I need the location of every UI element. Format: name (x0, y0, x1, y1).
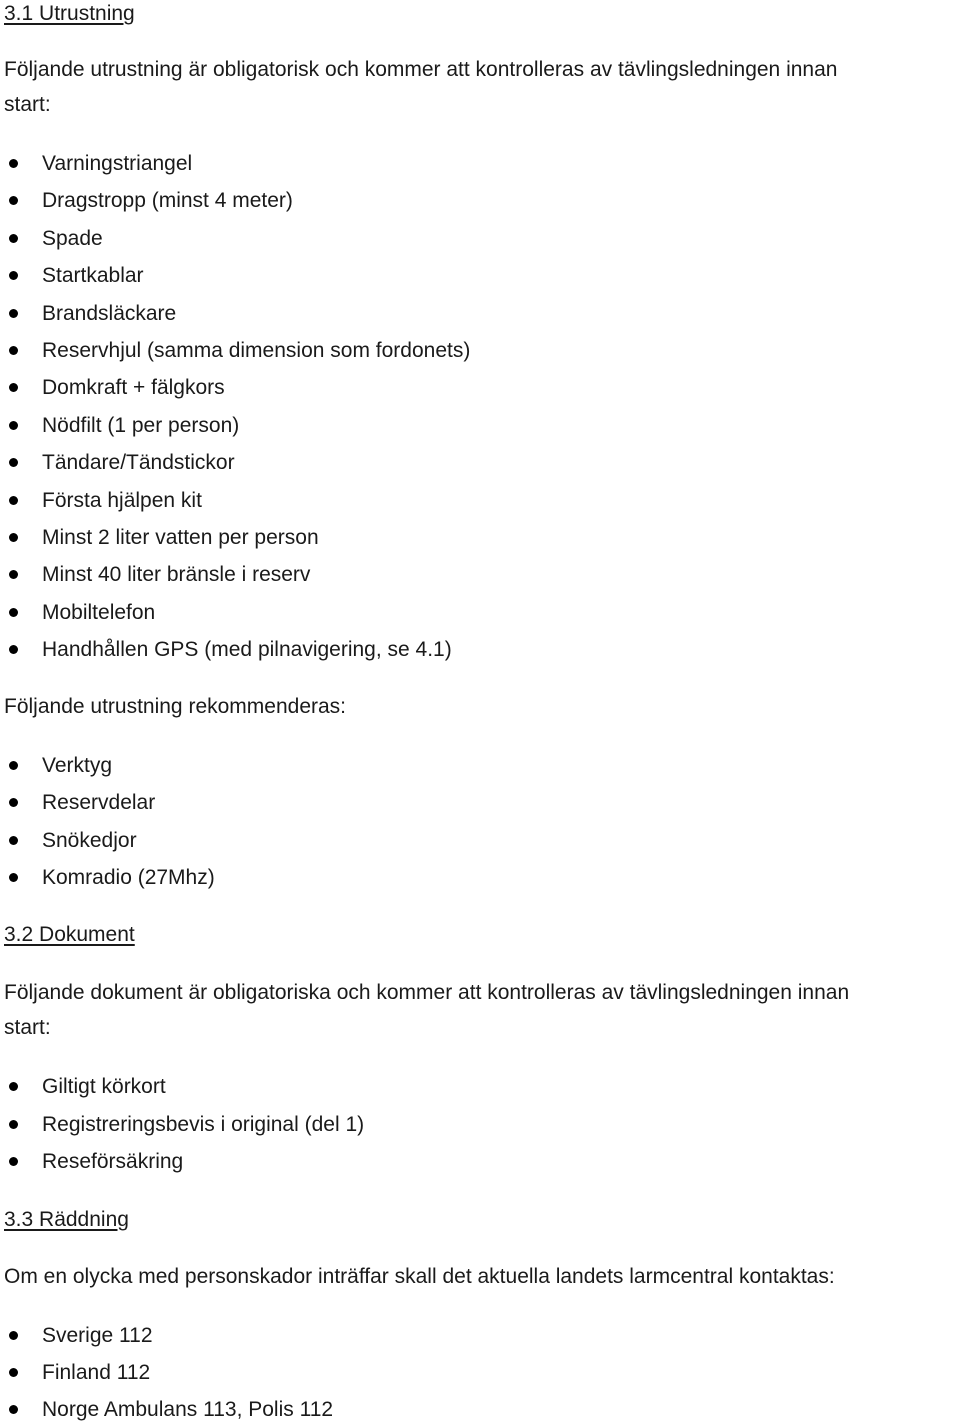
list-item-text: Finland 112 (42, 1361, 151, 1384)
list-item-text: Reservhjul (samma dimension som fordonets) (42, 339, 471, 362)
bullet-icon (9, 1368, 18, 1377)
list-item-text: Varningstriangel (42, 152, 193, 175)
section-heading-utrustning: 3.1 Utrustning (4, 2, 135, 25)
bullet-icon (9, 496, 18, 505)
list-item-text: Tändare/Tändstickor (42, 451, 235, 474)
list-item-text: Reservdelar (42, 791, 156, 814)
list-item-text: Norge Ambulans 113, Polis 112 (42, 1398, 334, 1421)
bullet-icon (9, 1157, 18, 1166)
list-item-text: Startkablar (42, 264, 144, 287)
list-item-text: Komradio (27Mhz) (42, 866, 215, 889)
bullet-icon (9, 271, 18, 280)
bullet-icon (9, 1331, 18, 1340)
list-item-text: Registreringsbevis i original (del 1) (42, 1113, 365, 1136)
bullet-icon (9, 458, 18, 467)
list-item-text: Giltigt körkort (42, 1075, 166, 1098)
bullet-icon (9, 570, 18, 579)
bullet-icon (9, 196, 18, 205)
list-item-text: Första hjälpen kit (42, 489, 202, 512)
list-item-text: Mobiltelefon (42, 601, 156, 624)
bullet-icon (9, 346, 18, 355)
recommended-label: Följande utrustning rekommenderas: (4, 695, 347, 718)
list-item-text: Reseförsäkring (42, 1150, 184, 1173)
bullet-icon (9, 873, 18, 882)
bullet-icon (9, 1405, 18, 1414)
list-item-text: Verktyg (42, 754, 113, 777)
list-item-text: Brandsläckare (42, 302, 177, 325)
bullet-icon (9, 1120, 18, 1129)
bullet-icon (9, 798, 18, 807)
bullet-icon (9, 159, 18, 168)
list-item-text: Dragstropp (minst 4 meter) (42, 189, 293, 212)
list-item-text: Nödfilt (1 per person) (42, 414, 240, 437)
bullet-icon (9, 421, 18, 430)
list-item-text: Spade (42, 227, 103, 250)
list-item-text: Snökedjor (42, 829, 137, 852)
section-intro-line2: start: (4, 93, 51, 116)
bullet-icon (9, 383, 18, 392)
list-item-text: Minst 40 liter bränsle i reserv (42, 563, 311, 586)
list-item-text: Handhållen GPS (med pilnavigering, se 4.1) (42, 638, 452, 661)
bullet-icon (9, 761, 18, 770)
section-intro-line1: Följande dokument är obligatoriska och kommer att kontrolleras av tävlingsledningen innan (4, 981, 850, 1004)
list-item-text: Domkraft + fälgkors (42, 376, 225, 399)
list-item-text: Sverige 112 (42, 1324, 153, 1347)
bullet-icon (9, 645, 18, 654)
section-intro-line1: Om en olycka med personskador inträffar skall det aktuella landets larmcentral kontaktas: (4, 1265, 835, 1288)
section-heading-dokument: 3.2 Dokument (4, 923, 135, 946)
bullet-icon (9, 533, 18, 542)
bullet-icon (9, 1082, 18, 1091)
list-item-text: Minst 2 liter vatten per person (42, 526, 319, 549)
bullet-icon (9, 836, 18, 845)
bullet-icon (9, 309, 18, 318)
bullet-icon (9, 234, 18, 243)
section-intro-line1: Följande utrustning är obligatorisk och kommer att kontrolleras av tävlingsledningen innan (4, 58, 838, 81)
section-intro-line2: start: (4, 1016, 51, 1039)
bullet-icon (9, 608, 18, 617)
section-heading-raddning: 3.3 Räddning (4, 1208, 129, 1231)
